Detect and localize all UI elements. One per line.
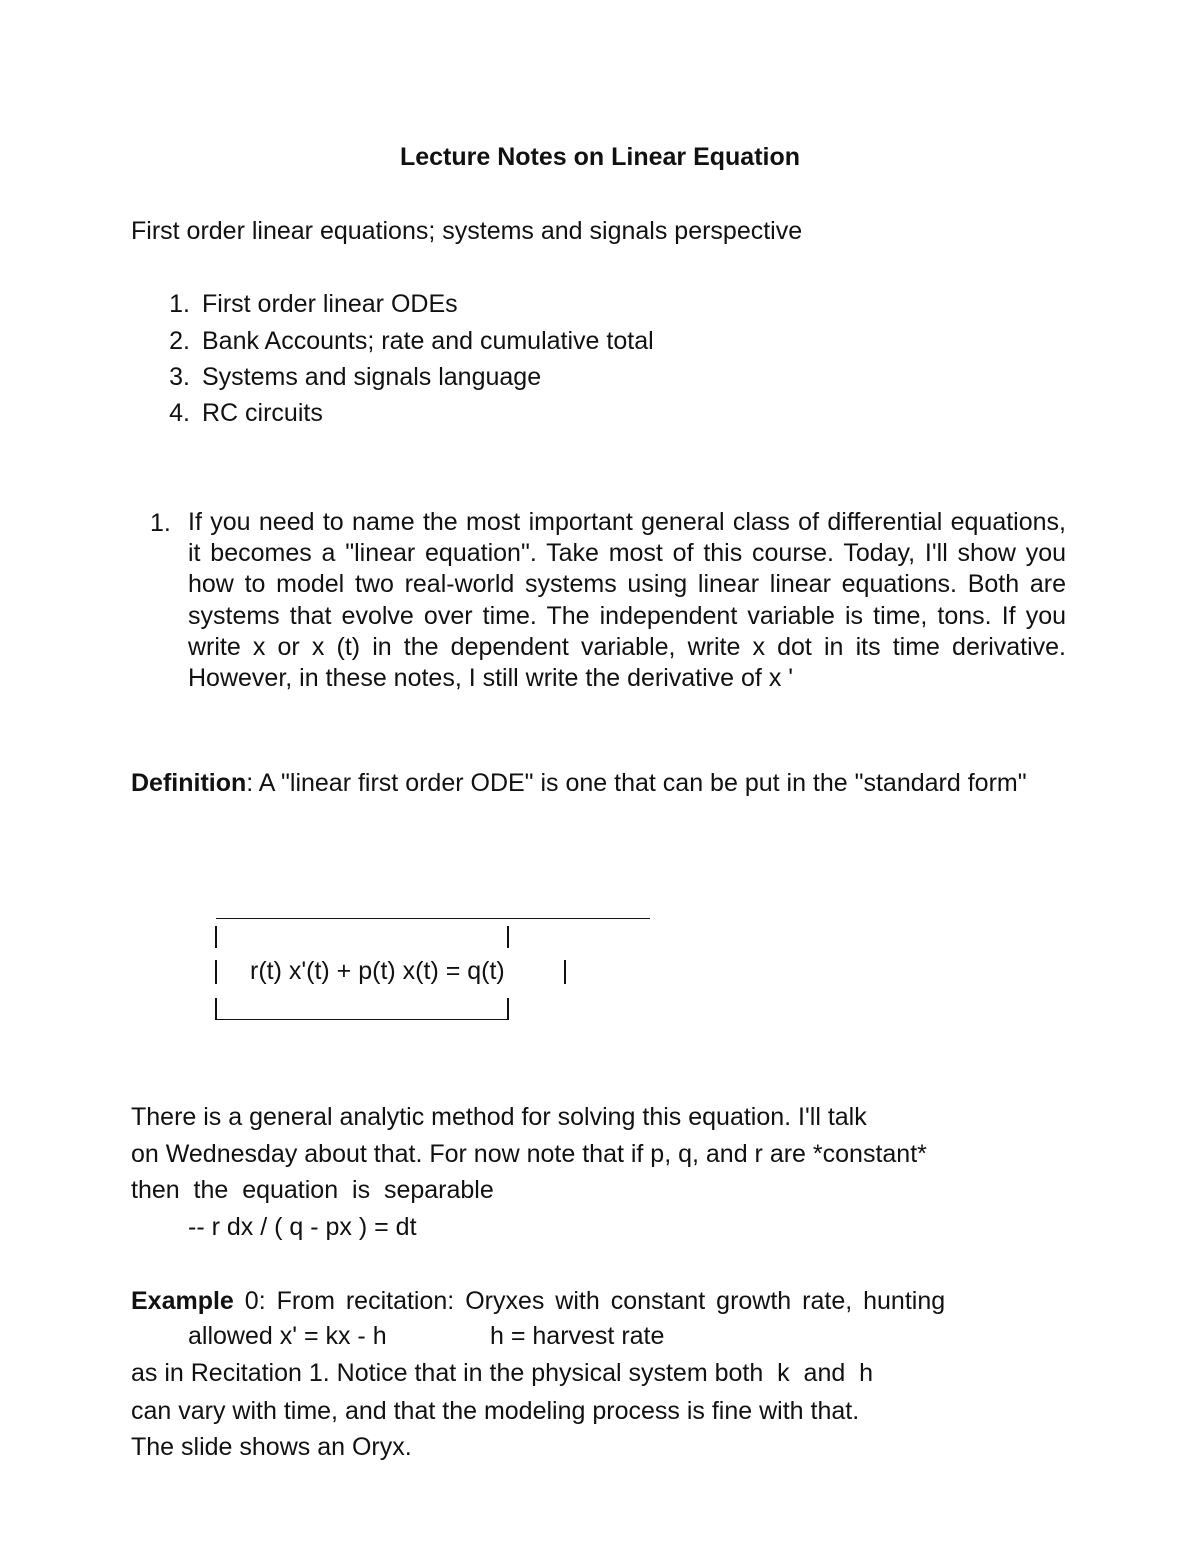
box-left-bar	[215, 998, 217, 1020]
harvest-rate-note: h = harvest rate	[490, 1322, 665, 1350]
subtitle: First order linear equations; systems and signals perspective	[131, 217, 803, 245]
toc-number: 1.	[169, 290, 190, 318]
example-label: Example	[131, 1287, 234, 1315]
definition-label: Definition	[131, 769, 247, 797]
standard-form-equation: r(t) x'(t) + p(t) x(t) = q(t)	[250, 957, 505, 985]
example-equation: allowed x' = kx - h	[188, 1322, 387, 1350]
closing-line: as in Recitation 1. Notice that in the physical system both k and h	[131, 1359, 874, 1387]
example-line	[131, 1285, 945, 1317]
box-left-bar	[215, 926, 217, 948]
closing-line: The slide shows an Oryx.	[131, 1433, 412, 1461]
toc-item: First order linear ODEs	[202, 290, 458, 318]
example-text: 0: From recitation: Oryxes with constant growth rate, hunting	[233, 1287, 946, 1315]
paragraph-number: 1.	[150, 509, 171, 537]
closing-line: can vary with time, and that the modeling process is fine with that.	[131, 1397, 860, 1425]
method-line: then the equation is separable	[131, 1176, 494, 1204]
definition-text: : A "linear first order ODE" is one that can be put in the "standard form"	[246, 769, 1027, 797]
toc-item: Bank Accounts; rate and cumulative total	[202, 327, 654, 355]
box-left-bar	[215, 960, 217, 984]
method-line: on Wednesday about that. For now note that if p, q, and r are *constant*	[131, 1140, 927, 1168]
box-bottom-line	[216, 1019, 507, 1020]
toc-number: 4.	[169, 399, 190, 427]
method-line: There is a general analytic method for solving this equation. I'll talk	[131, 1103, 867, 1131]
box-right-bar	[564, 960, 566, 984]
separable-equation: -- r dx / ( q - px ) = dt	[188, 1213, 417, 1241]
toc-item: RC circuits	[202, 399, 323, 427]
definition-paragraph	[131, 764, 1069, 802]
box-inner-bar	[507, 998, 509, 1020]
page-title: Lecture Notes on Linear Equation	[399, 143, 801, 171]
box-top-line	[216, 918, 650, 919]
toc-item: Systems and signals language	[202, 363, 542, 391]
box-inner-bar	[507, 926, 509, 948]
toc-number: 2.	[169, 327, 190, 355]
toc-number: 3.	[169, 363, 190, 391]
intro-paragraph: If you need to name the most important general class of differential equations, it becomes a "linear equation". Take most of this course. Today, I'll show you how to model two real-world systems using linear linear equations. Both are systems that evolve over time. The independent variable is time, tons. If you write x or x (t) in the dependent variable, write x dot in its time derivative. However, in these notes, I still write the derivative of x '	[188, 508, 1066, 693]
